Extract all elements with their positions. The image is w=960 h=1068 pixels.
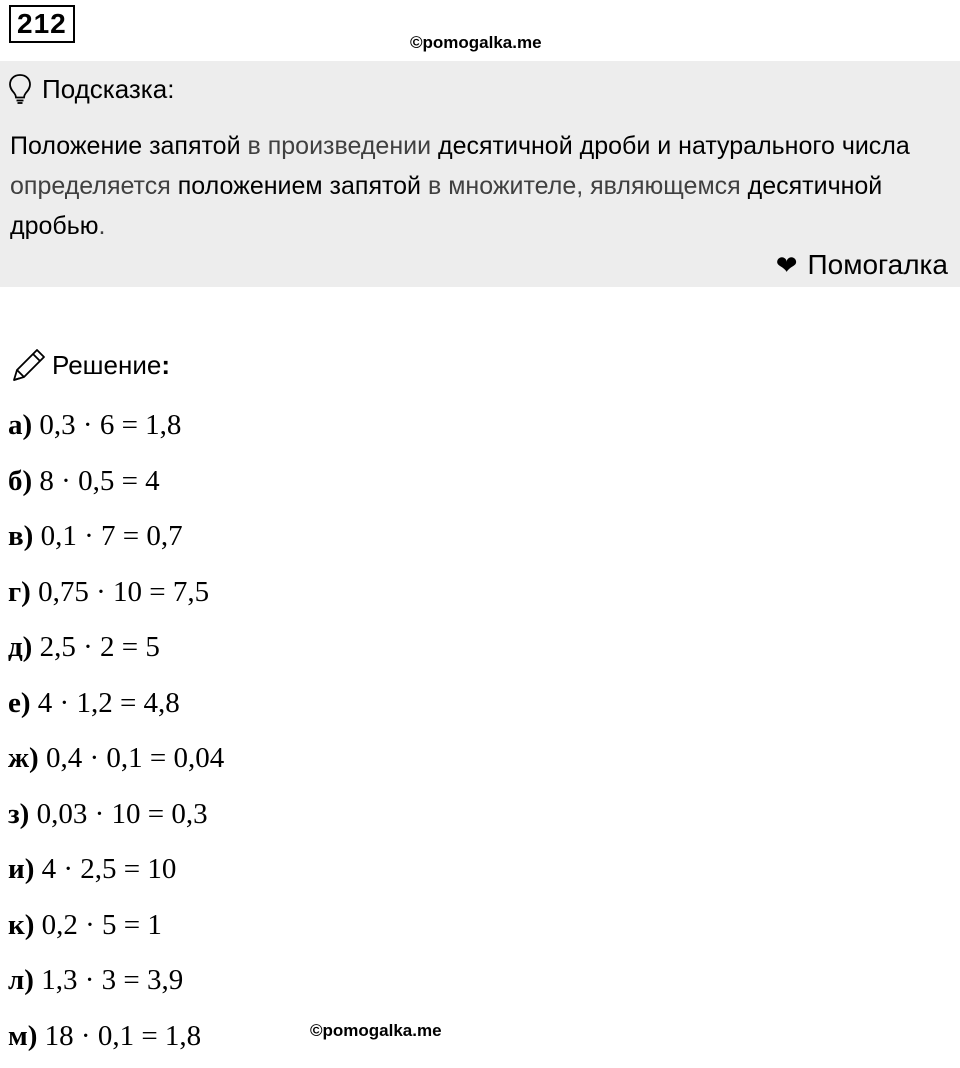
solution-colon: : [161,350,170,381]
answer-label: з) [8,798,29,830]
answer-item [8,680,224,736]
answer-expression: 8 · 0,5 = 4 [39,465,159,497]
solution-title: Решение [52,350,161,381]
solution-header [10,346,170,384]
hint-text [10,126,930,246]
hint-segment: положением запятой [178,172,421,200]
hint-segment: в множителе, являющемся [421,172,748,200]
hint-header [8,71,174,107]
task-number: 212 [9,5,75,43]
answer-expression: 0,3 · 6 = 1,8 [39,409,181,441]
signature-text: Помогалка [808,249,948,281]
answer-expression: 0,2 · 5 = 1 [42,909,162,941]
hint-segment: десятичной дроби и натурального числа [438,132,910,160]
hint-segment: . [99,212,106,240]
answer-item [8,458,224,514]
hint-segment: определяется [10,172,178,200]
heart-icon: ❤ [776,252,798,278]
answer-item [8,902,224,958]
signature [776,247,948,283]
answer-list [8,402,224,1068]
answer-expression: 0,03 · 10 = 0,3 [37,798,208,830]
answer-label: б) [8,465,32,497]
hint-segment: в произведении [241,132,438,160]
lightbulb-icon [8,73,32,105]
answer-label: л) [8,964,34,996]
answer-item [8,569,224,625]
answer-expression: 0,4 · 0,1 = 0,04 [46,742,224,774]
hint-segment: десятичной дробью [10,172,882,240]
answer-item [8,791,224,847]
hint-title: Подсказка: [42,74,174,105]
pencil-icon [10,346,48,384]
answer-expression: 0,1 · 7 = 0,7 [41,520,183,552]
answer-label: д) [8,631,32,663]
answer-label: а) [8,409,32,441]
answer-expression: 4 · 2,5 = 10 [42,853,177,885]
answer-item [8,624,224,680]
answer-expression: 18 · 0,1 = 1,8 [45,1020,202,1052]
answer-item [8,846,224,902]
answer-expression: 0,75 · 10 = 7,5 [38,576,209,608]
answer-expression: 1,3 · 3 = 3,9 [41,964,183,996]
answer-label: к) [8,909,34,941]
answer-item [8,402,224,458]
answer-item [8,513,224,569]
answer-label: ж) [8,742,39,774]
answer-item [8,1013,224,1068]
answer-item [8,735,224,791]
answer-label: и) [8,853,34,885]
hint-segment: Положение запятой [10,132,241,160]
answer-expression: 4 · 1,2 = 4,8 [38,687,180,719]
answer-label: е) [8,687,31,719]
answer-label: м) [8,1020,37,1052]
answer-label: г) [8,576,31,608]
answer-expression: 2,5 · 2 = 5 [40,631,160,663]
watermark-top: ©pomogalka.me [410,33,542,53]
hint-box [0,61,960,287]
answer-label: в) [8,520,33,552]
watermark-bottom: ©pomogalka.me [310,1021,442,1041]
answer-item [8,957,224,1013]
